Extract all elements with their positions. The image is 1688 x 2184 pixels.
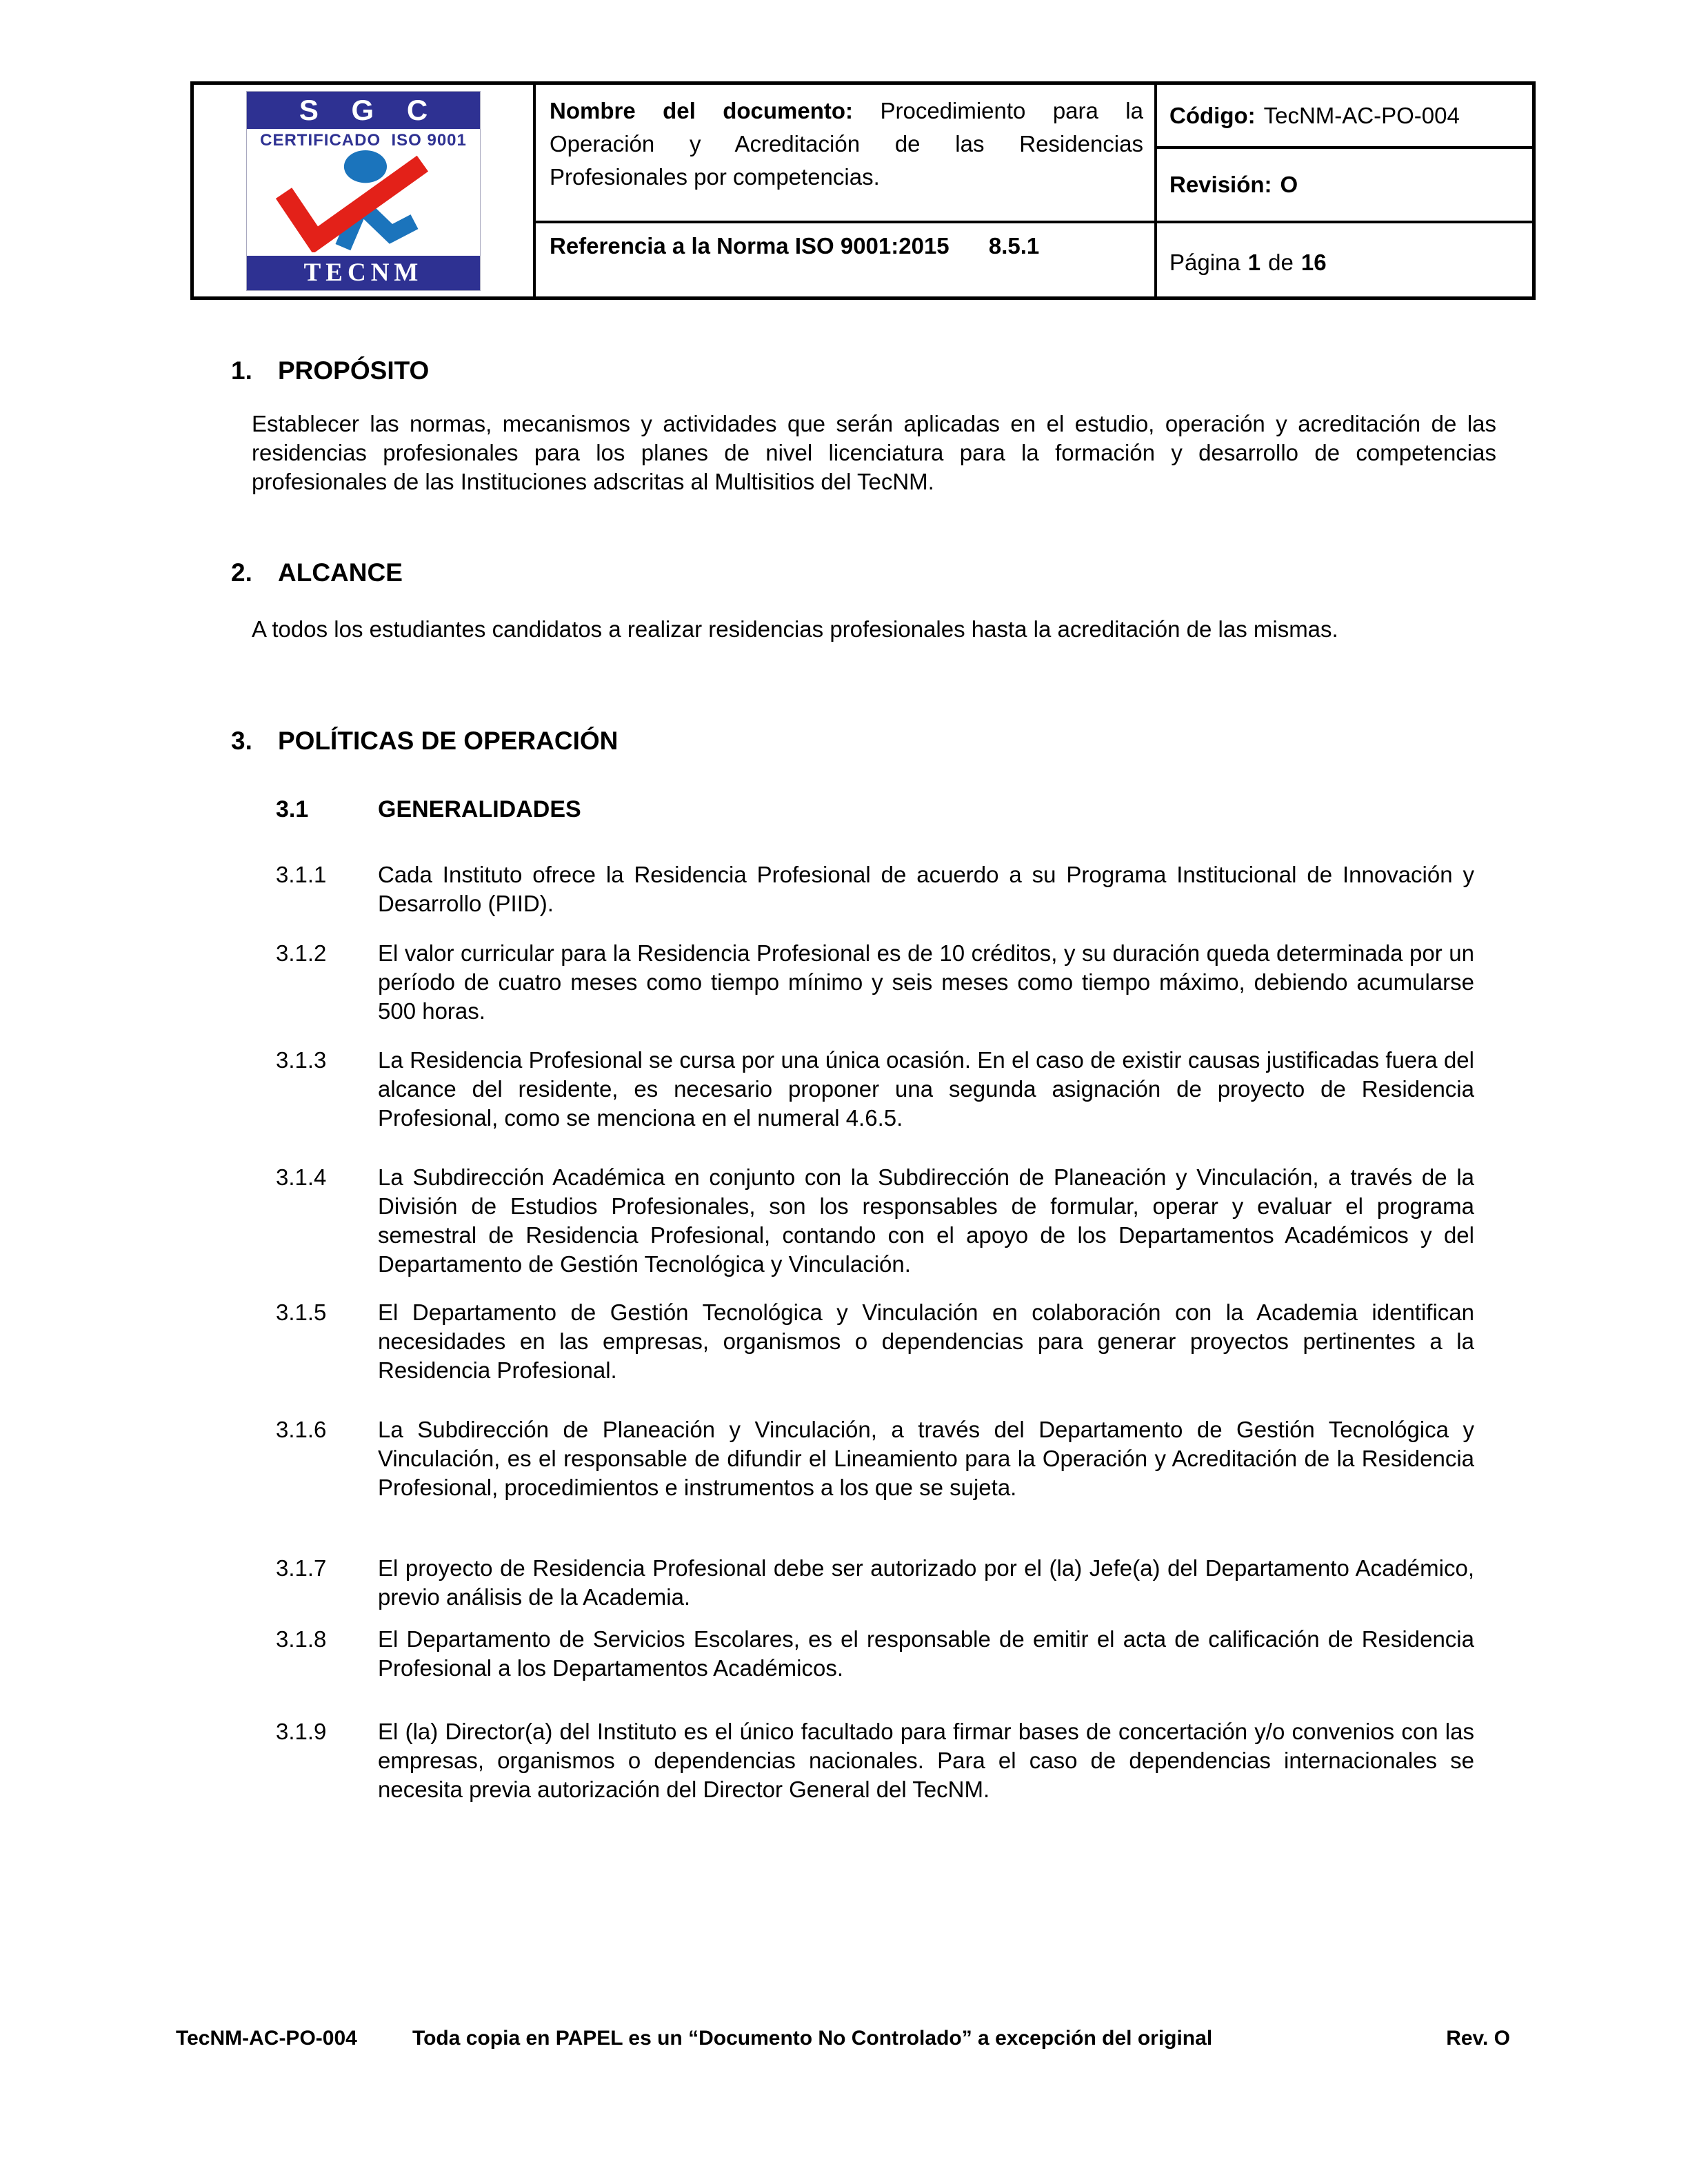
code-cell [1154,85,1536,146]
reference-clause: 8.5.1 [988,233,1040,259]
policy-text: La Subdirección Académica en conjunto con la Subdirección de Planeación y Vinculación, a través de la División de Estudios Profesionales, son los responsables de formular, operar y evaluar el programa semestral de Residencia Profesional, contando con el apoyo de los Departamentos Académicos y del Departamento de Gestión Tecnológica y Vinculación. [378,1164,1474,1277]
policy-number: 3.1.8 [276,1626,327,1652]
footer-code: TecNM-AC-PO-004 [176,2027,357,2050]
footer-revision: Rev. O [1446,2027,1510,2050]
policy-number: 3.1.3 [276,1047,327,1073]
document-name-cell [533,85,1154,221]
logo-middle [247,129,480,256]
footer-note: Toda copia en PAPEL es un “Documento No Controlado” a excepción del original [412,2027,1213,2050]
policy-text: El Departamento de Gestión Tecnológica y Vinculación en colaboración con la Academia identifican necesidades en las empresas, organismos o dependencias para generar proyectos pertinentes a la Residencia Profesional. [378,1300,1474,1383]
policy-number: 3.1.4 [276,1164,327,1190]
section-number: 3. [231,727,252,755]
section-title: POLÍTICAS DE OPERACIÓN [278,727,619,755]
footer [0,2027,1688,2057]
section-title: ALCANCE [278,558,403,587]
policy-item [276,1625,1474,1683]
policy-text: La Subdirección de Planeación y Vinculación, a través del Departamento de Gestión Tecnológica y Vinculación, es el responsable de difundir el Lineamiento para la Operación y Acreditación de la Residencia Profesional, procedimientos e instrumentos a los que se sujeta. [378,1417,1474,1500]
policy-number: 3.1.7 [276,1555,327,1581]
policy-number: 3.1.6 [276,1417,327,1442]
policy-number: 3.1.1 [276,862,327,887]
sgc-band-label: S G C [247,92,480,129]
tecnm-band-label: TECNM [247,256,480,290]
policy-item [276,1298,1474,1385]
policy-text: El Departamento de Servicios Escolares, es el responsable de emitir el acta de calificación de Residencia Profesional a los Departamentos Académicos. [378,1626,1474,1681]
sgc-figure-icon [260,150,467,252]
page-cell [1154,221,1536,296]
policy-item [276,1163,1474,1279]
logo-cell [194,85,533,296]
policy-item [276,939,1474,1026]
revision-label: Revisión: [1169,172,1272,197]
section-number: 1. [231,356,252,385]
policy-number: 3.1.5 [276,1300,327,1325]
policy-text: El (la) Director(a) del Instituto es el único facultado para firmar bases de concertación y/o convenios con las empresas, organismos o dependencias nacionales. Para el caso de dependencias internacionales se necesita previa autorización del Director General del TecNM. [378,1719,1474,1802]
policy-text: La Residencia Profesional se cursa por una única ocasión. En el caso de existir causas justificadas fuera del alcance del residente, es necesario proponer una segunda asignación de proyecto de Residencia Profesional, como se menciona en el numeral 4.6.5. [378,1047,1474,1131]
policy-item [276,1046,1474,1133]
policy-text: El valor curricular para la Residencia Profesional es de 10 créditos, y su duración queda determinada por un período de cuatro meses como tiempo mínimo y seis meses como tiempo máximo, debiendo acumularse 500 horas. [378,940,1474,1024]
code-value: TecNM-AC-PO-004 [1263,102,1460,128]
header-table [190,81,1536,300]
policy-number: 3.1.9 [276,1719,327,1744]
policy-item [276,1717,1474,1804]
section-proposito-heading [231,355,1496,387]
policy-number: 3.1.2 [276,940,327,966]
reference-label: Referencia a la Norma ISO 9001:2015 [550,233,950,259]
alcance-paragraph: A todos los estudiantes candidatos a realizar residencias profesionales hasta la acreditación de las mismas. [252,616,1338,642]
section-alcance-heading [231,557,1496,589]
policy-item [276,1554,1474,1612]
reference-cell [533,221,1154,296]
page-number: 1 [1247,250,1261,275]
page-connector: de [1268,250,1294,275]
proposito-paragraph: Establecer las normas, mecanismos y actividades que serán aplicadas en el estudio, operación y acreditación de las residencias profesionales para los planes de nivel licenciatura para la formación y desarrollo de competencias profesionales de las Instituciones adscritas al Multisitios del TecNM. [252,411,1496,494]
document-name-label: Nombre del documento: [550,98,854,123]
policy-text: El proyecto de Residencia Profesional debe ser autorizado por el (la) Jefe(a) del Departamento Académico, previo análisis de la Academia. [378,1555,1474,1610]
subsection-title: GENERALIDADES [378,796,581,822]
sgc-logo [246,91,481,291]
revision-value: O [1280,172,1298,197]
section-number: 2. [231,558,252,587]
certificado-iso-label: CERTIFICADO ISO 9001 [260,130,467,150]
revision-cell [1154,146,1536,221]
section-title: PROPÓSITO [278,356,430,385]
page-total: 16 [1300,250,1327,275]
policy-item [276,1415,1474,1502]
policy-item [276,860,1474,918]
section-politicas-heading [231,725,1496,757]
subsection-number: 3.1 [276,796,309,822]
subsection-generalidades-heading [276,794,581,825]
page-label: Página [1169,250,1240,275]
code-label: Código: [1169,102,1256,128]
document-name-text: Procedimiento para la Operación y Acreditación de las Residencias Profesionales por competencias. [550,98,1143,190]
policy-text: Cada Instituto ofrece la Residencia Profesional de acuerdo a su Programa Institucional de Innovación y Desarrollo (PIID). [378,862,1474,916]
